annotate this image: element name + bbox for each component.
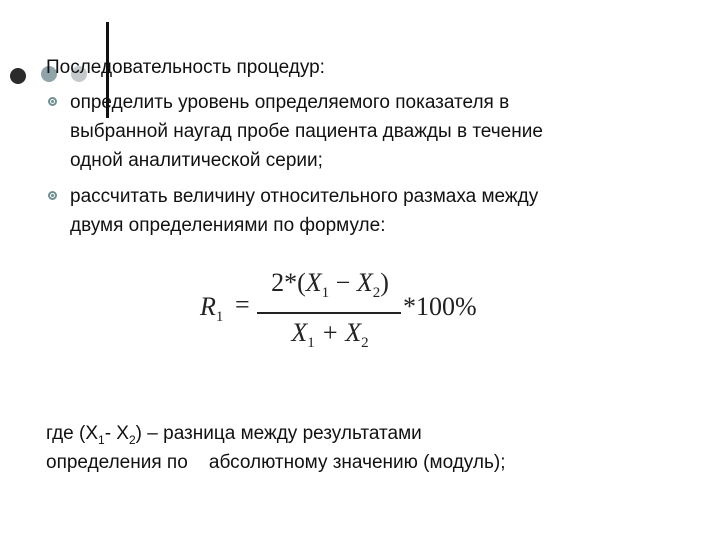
- formula-lhs: $R_1$: [200, 292, 224, 326]
- ring-bullet-icon: [48, 191, 57, 200]
- bullet-line: определить уровень определяемого показателя в: [70, 92, 510, 113]
- fraction-bar: [257, 312, 401, 314]
- decorative-dot: [10, 68, 26, 84]
- footnote-line-2: определения по абсолютному значению (модуль);: [46, 452, 506, 473]
- slide-heading: Последовательность процедур:: [46, 57, 325, 78]
- footnote-line-1: где ($X_1-$ $X_2$) – разница между результатами: [46, 423, 422, 447]
- formula-denominator: $X_1 + X_2$: [291, 318, 369, 352]
- bullet-line: выбранной наугад пробе пациента дважды в течение: [70, 121, 543, 142]
- bullet-item-1: [70, 88, 690, 175]
- bullet-item-2: [70, 182, 690, 240]
- ring-bullet-icon: [48, 97, 57, 106]
- bullet-line: одной аналитической серии;: [70, 150, 323, 171]
- formula-equals: =: [235, 290, 250, 319]
- formula-multiplier: *100%: [403, 292, 477, 321]
- formula-numerator: $2*(X_1 - X_2)$: [271, 268, 389, 302]
- relative-range-formula: [200, 268, 500, 363]
- bullet-line: двумя определениями по формуле:: [70, 215, 386, 236]
- bullet-line: рассчитать величину относительного размаха между: [70, 186, 539, 207]
